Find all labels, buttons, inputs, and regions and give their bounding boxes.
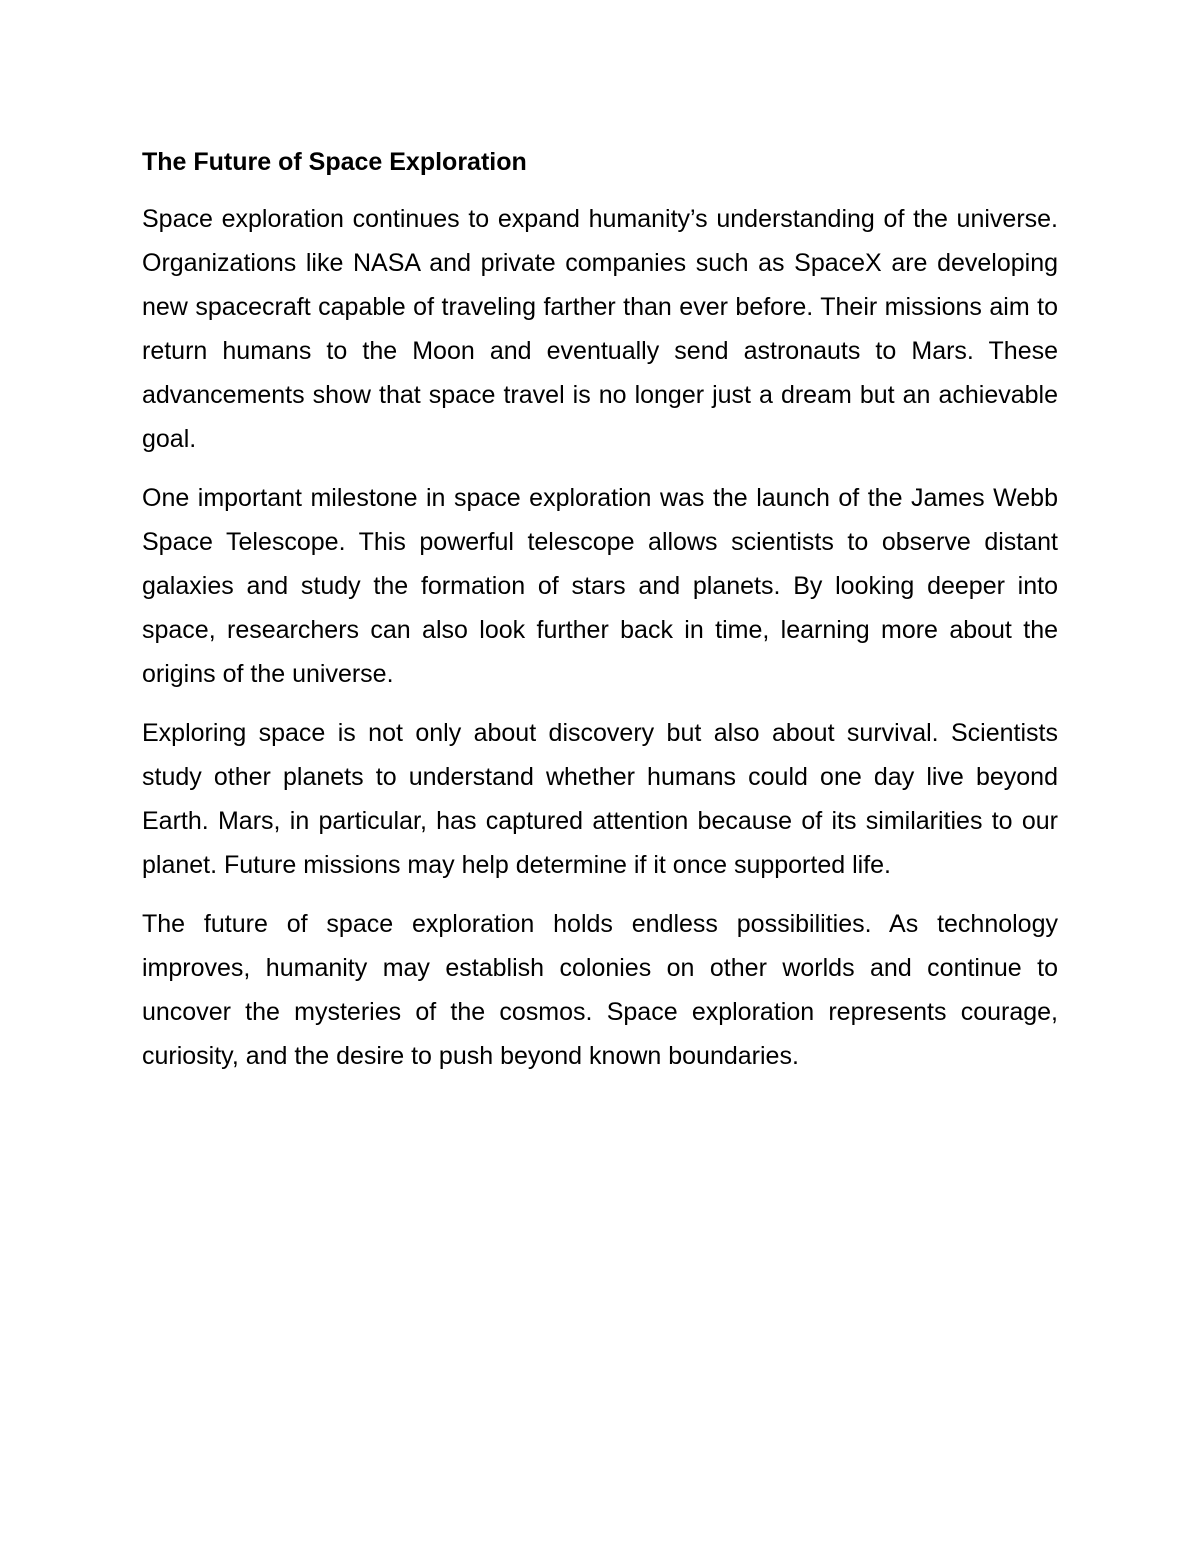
paragraph-1: Space exploration continues to expand humanity’s understanding of the universe. Organizations like NASA and private companies such as SpaceX are developing new spacecraft capable of traveling farther than ever before. Their missions aim to return humans to the Moon and eventually send astronauts to Mars. These advancements show that space travel is no longer just a dream but an achievable goal. (142, 205, 1058, 453)
paragraph-2: One important milestone in space exploration was the launch of the James Webb Space Telescope. This powerful telescope allows scientists to observe distant galaxies and study the formation of stars and planets. By looking deeper into space, researchers can also look further back in time, learning more about the origins of the universe. (142, 484, 1058, 688)
document-title: The Future of Space Exploration (142, 148, 527, 176)
paragraph-3: Exploring space is not only about discovery but also about survival. Scientists study other planets to understand whether humans could one day live beyond Earth. Mars, in particular, has captured attention because of its similarities to our planet. Future missions may help determine if it once supported life. (142, 719, 1058, 879)
paragraph-4: The future of space exploration holds endless possibilities. As technology improves, humanity may establish colonies on other worlds and continue to uncover the mysteries of the cosmos. Space exploration represents courage, curiosity, and the desire to push beyond known boundaries. (142, 910, 1058, 1070)
document-body (142, 140, 1058, 1093)
